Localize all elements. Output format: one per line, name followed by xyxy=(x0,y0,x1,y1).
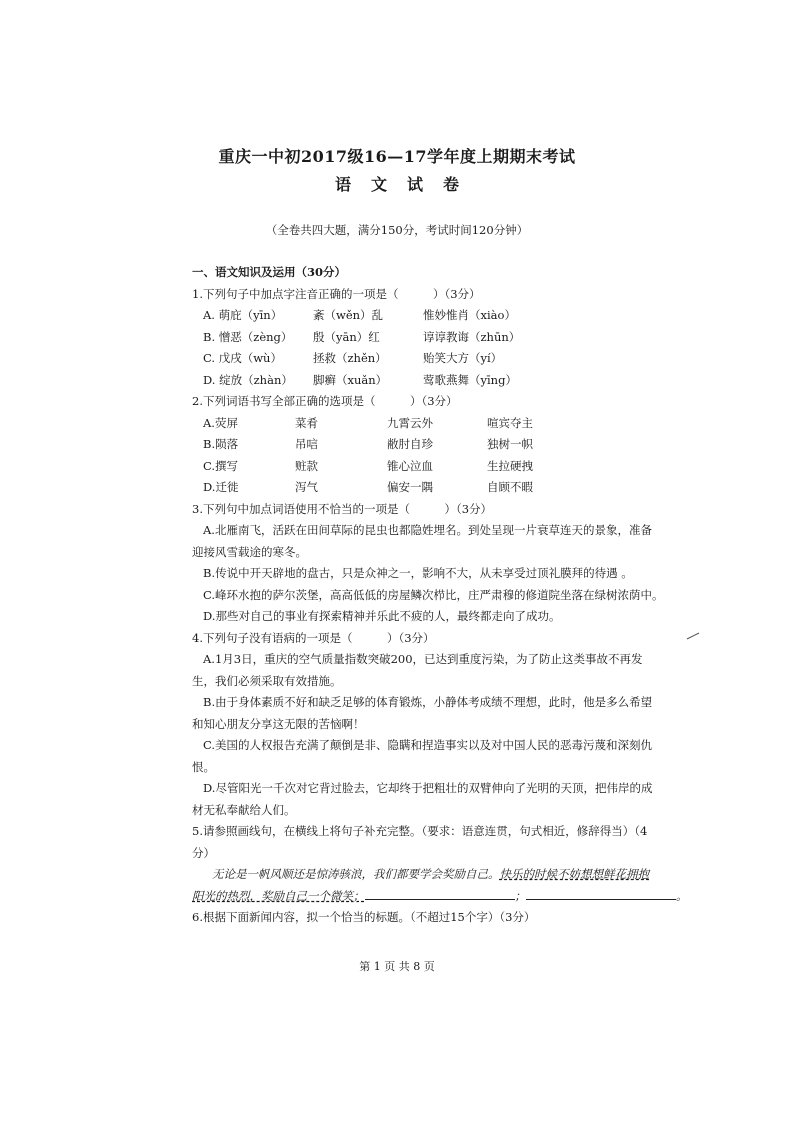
q2-d-1: D.迁徙 xyxy=(203,480,239,494)
q5-stem: 5.请参照画线句，在横线上将句子补充完整。（要求：语意连贯，句式相近，修辞得当）（4 xyxy=(192,824,648,838)
q4-option-d: D.尽管阳光一千次对它背过脸去，它却终于把粗壮的双臂伸向了光明的天顶，把伟岸的成 xyxy=(203,781,653,795)
q1-option-d xyxy=(192,370,692,392)
q1-a-2: 紊（wěn）乱 xyxy=(313,308,384,322)
exam-subtitle: 语文试卷 xyxy=(334,175,479,194)
q2-d-4: 自顾不暇 xyxy=(487,480,533,494)
q5-answer-blank-2[interactable] xyxy=(526,887,676,900)
question-content xyxy=(192,262,692,929)
q3-option-c: C.峰环水抱的萨尔茨堡，高高低低的房屋鳞次栉比，庄严肃穆的修道院坐落在绿树浓荫中。 xyxy=(203,587,664,602)
q5-passage-text: 无论是一帆风顺还是惊涛骇浪，我们都要学会奖励自己。 xyxy=(212,867,500,881)
q4-option-b: B.由于身体素质不好和缺乏足够的体育锻炼，小静体考成绩不理想，此时，他是多么希望 xyxy=(203,695,653,709)
q5-underlined-sentence-cont: 阳光的热烈，奖励自己一个微笑； xyxy=(192,888,365,903)
q2-b-3: 敝肘自珍 xyxy=(387,437,433,451)
q4-option-c: C.美国的人权报告充满了颠倒是非、隐瞒和捏造事实以及对中国人民的恶毒污蔑和深刻仇 xyxy=(203,738,653,752)
q4-option-d-cont: 材无私奉献给人们。 xyxy=(192,802,296,817)
q2-c-1: C.撰写 xyxy=(203,458,239,473)
q2-a-1: A.荧屏 xyxy=(203,415,238,430)
q5-answer-blank-1[interactable] xyxy=(365,887,515,900)
q2-stem: 2.下列词语书写全部正确的选项是（ ）（3分） xyxy=(192,394,458,408)
q1-option-b xyxy=(192,327,692,349)
page-number: 第 1 页 共 8 页 xyxy=(359,960,435,973)
exam-note: （全卷共四大题，满分150分，考试时间120分钟） xyxy=(265,223,529,237)
q6-stem: 6.根据下面新闻内容，拟一个恰当的标题。（不超过15个字）（3分） xyxy=(192,910,536,924)
q1-c-2: 拯救（zhěn） xyxy=(313,351,387,365)
q1-b-2: 殷（yān）红 xyxy=(313,329,380,344)
q2-a-4: 喧宾夺主 xyxy=(487,415,533,430)
q2-d-3: 偏安一隅 xyxy=(387,480,433,494)
q3-stem: 3.下列句中加点词语使用不恰当的一项是（ ）（3分） xyxy=(192,501,493,516)
q2-c-2: 赃款 xyxy=(295,458,318,473)
q1-b-3: 谆谆教诲（zhūn） xyxy=(423,329,521,344)
stray-mark xyxy=(686,632,700,640)
q4-option-b-cont: 和知心朋友分享这无限的苦恼啊！ xyxy=(192,716,365,731)
q1-stem: 1.下列句子中加点字注音正确的一项是（ ）（3分） xyxy=(192,286,481,301)
q2-b-1: B.陨落 xyxy=(203,437,239,451)
q5-end-punctuation: 。 xyxy=(676,888,688,903)
q2-c-4: 生拉硬拽 xyxy=(487,458,533,473)
q5-stem-cont: 分） xyxy=(192,845,215,860)
q2-option-c xyxy=(192,456,692,478)
q4-option-c-cont: 恨。 xyxy=(192,759,215,774)
q1-a-1: A. 萌庇（yīn） xyxy=(203,308,283,322)
q5-passage-line-1 xyxy=(192,864,692,886)
q5-passage-line-2 xyxy=(192,886,692,908)
q2-option-d xyxy=(192,477,692,499)
q2-option-b xyxy=(192,434,692,456)
section-heading: 一、语文知识及运用（30分） xyxy=(192,265,347,279)
q1-b-1: B. 憎恶（zèng） xyxy=(203,329,293,344)
q2-a-3: 九霄云外 xyxy=(387,415,433,430)
q1-d-1: D. 绽放（zhàn） xyxy=(203,372,293,387)
q1-c-1: C. 戊戌（wù） xyxy=(203,351,282,365)
q4-option-a-cont: 生，我们必须采取有效措施。 xyxy=(192,673,342,688)
q2-a-2: 菜肴 xyxy=(295,415,318,430)
q5-separator: ； xyxy=(514,888,526,903)
q2-d-2: 泻气 xyxy=(295,480,318,494)
q3-option-d: D.那些对自己的事业有探索精神并乐此不疲的人，最终都走向了成功。 xyxy=(203,609,561,623)
q1-option-a xyxy=(192,305,692,327)
exam-title: 重庆一中初2017级16—17学年度上期期末考试 xyxy=(218,147,576,166)
q2-b-2: 吊唁 xyxy=(295,437,318,451)
q3-option-a-cont: 迎接风雪载途的寒冬。 xyxy=(192,544,307,559)
q1-d-2: 脚癣（xuǎn） xyxy=(313,372,388,387)
q1-option-c xyxy=(192,348,692,370)
q1-c-3: 贻笑大方（yí） xyxy=(423,351,503,365)
q3-option-b: B.传说中开天辟地的盘古，只是众神之一，影响不大，从未享受过顶礼膜拜的待遇 。 xyxy=(203,566,633,580)
q4-option-a: A.1月3日，重庆的空气质量指数突破200，已达到重度污染，为了防止这类事故不再发 xyxy=(203,652,643,666)
q5-underlined-sentence: 快乐的时候不妨想想鲜花拥抱 xyxy=(499,867,649,881)
q2-b-4: 独树一帜 xyxy=(487,437,533,451)
q2-option-a xyxy=(192,413,692,435)
q1-a-3: 惟妙惟肖（xiào） xyxy=(423,308,516,322)
q4-stem: 4.下列句子没有语病的一项是（ ）（3分） xyxy=(192,630,435,645)
q2-c-3: 锥心泣血 xyxy=(387,458,433,473)
q3-option-a: A.北雁南飞，活跃在田间草际的昆虫也都隐姓埋名。到处呈现一片衰草连天的景象，准备 xyxy=(203,523,652,537)
q1-d-3: 莺歌燕舞（yīng） xyxy=(423,372,517,387)
